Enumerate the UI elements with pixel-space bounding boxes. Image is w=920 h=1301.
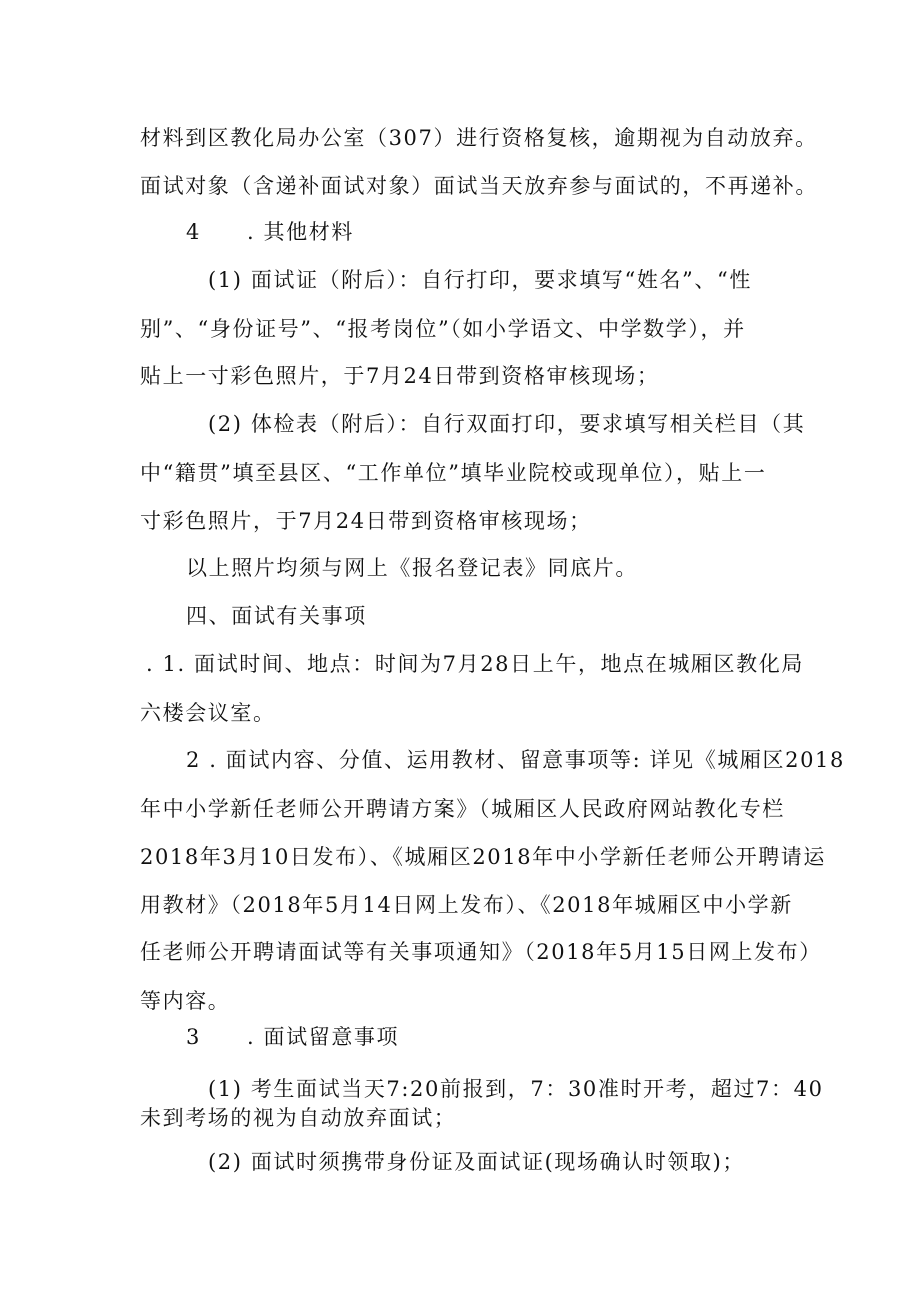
text-line: . 1. 面试时间、地点：时间为7月28日上午，地点在城厢区教化局 — [146, 652, 804, 676]
text-line: 中“籍贯”填至县区、“工作单位”填毕业院校或现单位），贴上一 — [140, 461, 767, 485]
text-line: 别”、“身份证号”、“报考岗位”（如小学语文、中学数学），并 — [140, 317, 746, 341]
section-title: . 面试留意事项 — [246, 1025, 400, 1049]
text-line: (2) 面试时须携带身份证及面试证(现场确认时领取)； — [208, 1150, 746, 1174]
text-line: 六楼会议室。 — [140, 701, 276, 725]
text-line: 面试对象（含递补面试对象）面试当天放弃参与面试的，不再递补。 — [140, 174, 818, 198]
text-line: 2018年3月10日发布）、《城厢区2018年中小学新任老师公开聘请运 — [140, 845, 826, 869]
text-line: 2 . 面试内容、分值、运用教材、留意事项等: 详见《城厢区2018 — [186, 748, 845, 772]
text-line: 材料到区教化局办公室（307）进行资格复核，逾期视为自动放弃。 — [140, 126, 818, 150]
text-line: 用教材》（2018年5月14日网上发布）、《2018年城厢区中小学新 — [140, 893, 793, 917]
section-heading-4 — [186, 218, 354, 246]
section-heading-four: 四、面试有关事项 — [186, 604, 367, 628]
section-number: 3 — [186, 1025, 201, 1049]
text-line: 以上照片均须与网上《报名登记表》同底片。 — [186, 556, 638, 580]
text-line: 寸彩色照片，于7月24日带到资格审核现场； — [140, 509, 592, 533]
text-line: 未到考场的视为自动放弃面试； — [140, 1106, 457, 1130]
text-line: (2) 体检表（附后）：自行双面打印，要求填写相关栏目（其 — [208, 412, 806, 436]
section-title: . 其他材料 — [246, 220, 354, 244]
text-line: (1) 考生面试当天7:20前报到，7：30准时开考，超过7：40 — [208, 1077, 824, 1101]
section-number: 4 — [186, 220, 201, 244]
text-line: 等内容。 — [140, 989, 231, 1013]
section-heading-3 — [186, 1023, 399, 1051]
text-line: 任老师公开聘请面试等有关事项通知》（2018年5月15日网上发布） — [140, 940, 822, 964]
text-line: (1) 面试证（附后）：自行打印，要求填写“姓名”、“性 — [208, 268, 752, 292]
text-line: 年中小学新任老师公开聘请方案》（城厢区人民政府网站教化专栏 — [140, 797, 785, 821]
text-line: 贴上一寸彩色照片，于7月24日带到资格审核现场； — [140, 364, 660, 388]
